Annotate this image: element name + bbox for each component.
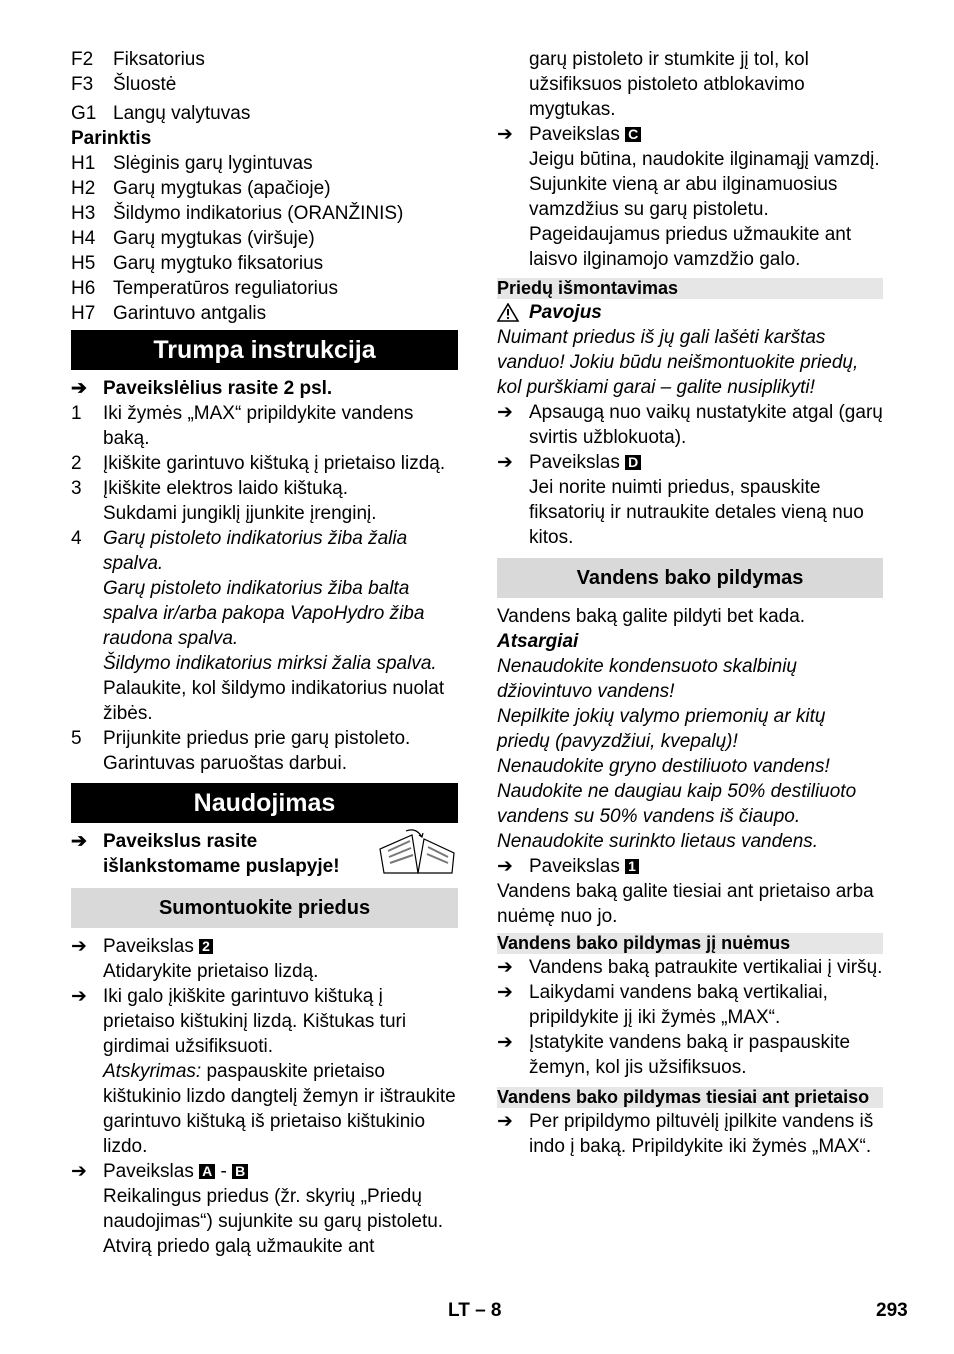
arrow-icon: ➔ <box>71 986 87 1007</box>
caution-text: Nepilkite jokių valymo priemonių ar kitų priedų (pavyzdžiui, kvepalų)! <box>497 706 826 752</box>
step-text: Įkiškite garintuvo kištuką į prietaiso lizdą. <box>103 453 446 474</box>
legend-key: F3 <box>71 74 94 95</box>
arrow-item <box>71 934 458 959</box>
step-text: Garų pistoleto indikatorius žiba balta spalva ir/arba pakopa VapoHydro žiba raudona spalva. <box>103 578 425 649</box>
legend-key: F2 <box>71 49 94 70</box>
figure-label: Paveikslas <box>529 856 620 877</box>
step-text: Iki žymės „MAX“ pripildykite vandens baką. <box>103 403 414 449</box>
legend-key: H2 <box>71 178 96 199</box>
legend-text: Garų mygtukas (apačioje) <box>113 178 331 199</box>
legend-item <box>71 226 458 251</box>
step-text: Palaukite, kol šildymo indikatorius nuolat žibės. <box>103 678 445 724</box>
legend-item <box>71 251 458 276</box>
arrow-item <box>71 829 458 879</box>
page-number: 293 <box>876 1300 908 1321</box>
legend-item <box>71 301 458 326</box>
warning-icon <box>497 303 519 322</box>
figure-badge: 2 <box>199 939 213 954</box>
page-label: LT – 8 <box>448 1300 502 1321</box>
legend-item <box>71 101 458 126</box>
danger-label: Pavojus <box>529 302 602 323</box>
arrow-text: Apsaugą nuo vaikų nustatykite atgal (garų svirtis užblokuota). <box>529 402 883 448</box>
arrow-item <box>71 1159 458 1184</box>
legend-key: H6 <box>71 278 96 299</box>
arrow-item <box>497 122 883 147</box>
legend-text: Temperatūros reguliatorius <box>113 278 338 299</box>
arrow-icon: ➔ <box>497 957 513 978</box>
arrow-item <box>497 400 883 450</box>
arrow-text: Per pripildymo piltuvėlį įpilkite vandens iš indo į baką. Pripildykite iki žymės „MAX“. <box>529 1111 874 1157</box>
arrow-icon: ➔ <box>71 936 87 957</box>
body-text: Reikalingus priedus (žr. skyrių „Priedų naudojimas“) sujunkite su garų pistoletu. Atvirą priedo galą užmaukite ant <box>103 1186 444 1257</box>
arrow-icon: ➔ <box>497 452 513 473</box>
legend-key: H5 <box>71 253 96 274</box>
step-5 <box>71 726 458 776</box>
step-number: 2 <box>71 453 82 474</box>
arrow-item <box>497 1030 883 1080</box>
body-text: garų pistoleto ir stumkite jį tol, kol užsifiksuos pistoleto atblokavimo mygtukas. <box>529 49 809 120</box>
step-4 <box>71 526 458 726</box>
legend-item <box>71 72 458 97</box>
figure-badge: D <box>625 455 641 470</box>
figure-badge: C <box>625 127 641 142</box>
legend-text: Garų mygtukas (viršuje) <box>113 228 315 249</box>
figure-label: Paveikslas <box>103 936 194 957</box>
section-title-quick-guide: Trumpa instrukcija <box>71 330 458 370</box>
legend-key: H1 <box>71 153 96 174</box>
legend-text: Šluostė <box>113 74 177 95</box>
legend-item <box>71 47 458 72</box>
arrow-item <box>497 1109 883 1159</box>
legend-text: Fiksatorius <box>113 49 205 70</box>
step-text: Šildymo indikatorius mirksi žalia spalva. <box>103 653 437 674</box>
arrow-icon: ➔ <box>71 378 87 399</box>
legend-item <box>71 176 458 201</box>
arrow-icon: ➔ <box>497 856 513 877</box>
step-text: Sukdami jungiklį įjunkite įrenginį. <box>103 503 377 524</box>
legend-item <box>71 151 458 176</box>
figure-label: Paveikslas <box>529 452 620 473</box>
subsection-title-fill: Vandens bako pildymas <box>497 558 883 598</box>
figure-label: Paveikslas <box>103 1161 194 1182</box>
step-1 <box>71 401 458 451</box>
subsection-title-remove: Priedų išmontavimas <box>497 278 883 299</box>
legend-key: H7 <box>71 303 96 324</box>
figure-label: Paveikslas <box>529 124 620 145</box>
legend-key: H4 <box>71 228 96 249</box>
step-text: Garintuvas paruoštas darbui. <box>103 753 347 774</box>
legend-item <box>71 201 458 226</box>
legend-text: Garintuvo antgalis <box>113 303 267 324</box>
step-number: 1 <box>71 403 82 424</box>
arrow-icon: ➔ <box>497 982 513 1003</box>
step-text: Prijunkite priedus prie garų pistoleto. <box>103 728 411 749</box>
step-number: 3 <box>71 478 82 499</box>
arrow-text: Įstatykite vandens baką ir paspauskite žemyn, kol jis užsifiksuos. <box>529 1032 851 1078</box>
legend-text: Langų valytuvas <box>113 103 251 124</box>
detach-text: paspauskite prietaiso kištukinio lizdo dangtelį žemyn ir ištraukite garintuvo kištuką iš prietaiso kištukinio lizdo. <box>103 1061 456 1157</box>
caution-text: Nenaudokite gryno destiliuoto vandens! <box>497 756 830 777</box>
arrow-item <box>71 984 458 1059</box>
arrow-icon: ➔ <box>497 1111 513 1132</box>
body-text: Jeigu būtina, naudokite ilginamąjį vamzdį. Sujunkite vieną ar abu ilginamuosius vamzdžius su garų pistoletu. Pageidaujamus priedus užmaukite ant laisvo ilginamojo vamzdžio galo. <box>529 149 880 270</box>
arrow-item <box>497 854 883 879</box>
right-column <box>497 47 883 1159</box>
caution-label: Atsargiai <box>497 631 579 652</box>
danger-heading <box>497 300 883 325</box>
arrow-item <box>497 450 883 475</box>
arrow-text: Iki galo įkiškite garintuvo kištuką į prietaiso kištukinį lizdą. Kištukas turi girdimai užsifiksuoti. <box>103 986 407 1057</box>
figure-badge: A <box>199 1164 215 1179</box>
danger-text: Nuimant priedus iš jų gali lašėti karštas vanduo! Jokiu būdu neišmontuokite priedų, kol purškiami garai – galite nusiplikyti! <box>497 327 859 398</box>
arrow-icon: ➔ <box>497 402 513 423</box>
caution-text: Nenaudokite kondensuoto skalbinių džiovintuvo vandens! <box>497 656 797 702</box>
book-icon <box>376 827 458 877</box>
step-text: Įkiškite elektros laido kištuką. <box>103 478 348 499</box>
left-column <box>71 47 458 1259</box>
arrow-text: Paveikslus rasite išlankstomame puslapyje! <box>103 831 340 877</box>
arrow-item <box>71 376 458 401</box>
figure-badge: 1 <box>625 859 639 874</box>
body-text: Jei norite nuimti priedus, spauskite fiksatorių ir nutraukite detales vieną nuo kitos. <box>529 477 864 548</box>
subsection-title-mount: Sumontuokite priedus <box>71 888 458 928</box>
legend-key: G1 <box>71 103 97 124</box>
step-text: Garų pistoleto indikatorius žiba žalia spalva. <box>103 528 408 574</box>
figure-separator: - <box>220 1161 227 1182</box>
detach-label: Atskyrimas: <box>103 1061 202 1082</box>
step-number: 5 <box>71 728 82 749</box>
legend-text: Šildymo indikatorius (ORANŽINIS) <box>113 203 404 224</box>
figure-badge: B <box>232 1164 248 1179</box>
arrow-item <box>497 980 883 1030</box>
body-text <box>71 1059 458 1159</box>
body-text: Atidarykite prietaiso lizdą. <box>103 961 319 982</box>
step-number: 4 <box>71 528 82 549</box>
options-heading: Parinktis <box>71 128 152 149</box>
section-title-usage: Naudojimas <box>71 783 458 823</box>
arrow-icon: ➔ <box>71 831 87 852</box>
body-text: Vandens baką galite tiesiai ant prietaiso arba nuėmę nuo jo. <box>497 881 874 927</box>
arrow-text: Vandens baką patraukite vertikaliai į viršų. <box>529 957 883 978</box>
subsection-title-removed: Vandens bako pildymas jį nuėmus <box>497 933 883 954</box>
subsection-title-direct: Vandens bako pildymas tiesiai ant prietaiso <box>497 1087 883 1108</box>
arrow-text: Laikydami vandens baką vertikaliai, pripildykite jį iki žymės „MAX“. <box>529 982 828 1028</box>
arrow-item <box>497 955 883 980</box>
arrow-icon: ➔ <box>497 1032 513 1053</box>
legend-text: Garų mygtuko fiksatorius <box>113 253 324 274</box>
legend-text: Slėginis garų lygintuvas <box>113 153 313 174</box>
caution-text: Naudokite ne daugiau kaip 50% destiliuoto vandens su 50% vandens iš čiaupo. <box>497 781 857 827</box>
legend-item <box>71 276 458 301</box>
caution-text: Nenaudokite surinkto lietaus vandens. <box>497 831 819 852</box>
arrow-text: Paveikslėlius rasite 2 psl. <box>103 378 333 399</box>
arrow-icon: ➔ <box>497 124 513 145</box>
step-2 <box>71 451 458 476</box>
step-3 <box>71 476 458 526</box>
body-text: Vandens baką galite pildyti bet kada. <box>497 606 806 627</box>
arrow-icon: ➔ <box>71 1161 87 1182</box>
legend-key: H3 <box>71 203 96 224</box>
